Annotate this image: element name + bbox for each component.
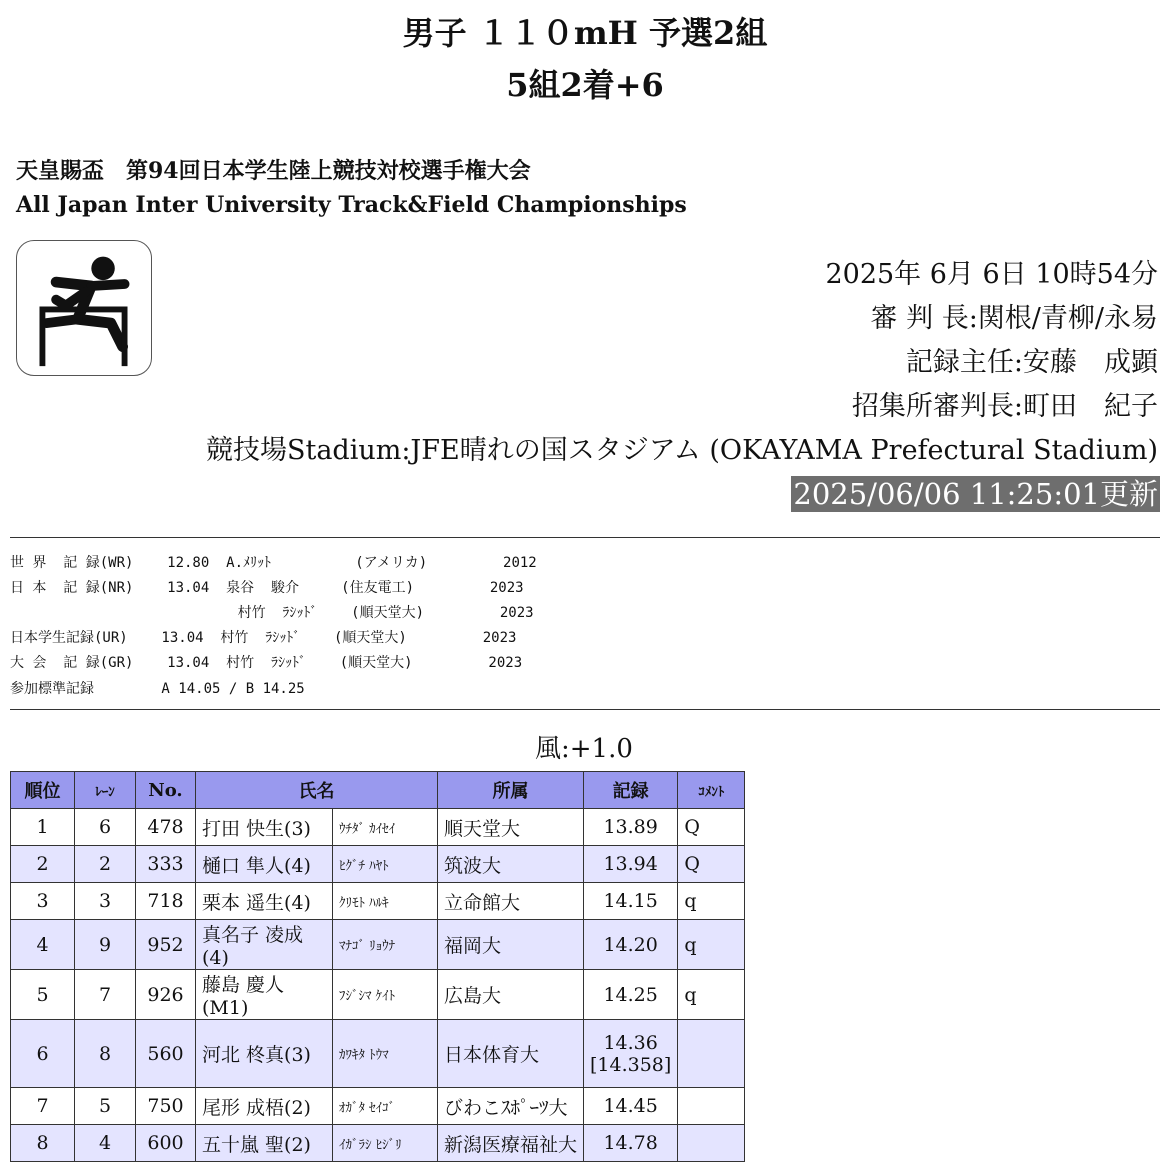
name-cell: 河北 柊真(3)	[196, 1020, 333, 1088]
call-room-referee: 招集所審判長:町田 紀子	[851, 391, 1158, 422]
bib-cell: 926	[136, 970, 196, 1020]
stadium-name: 競技場Stadium:JFE晴れの国スタジアム (OKAYAMA Prefectural Stadium)	[205, 435, 1158, 466]
bib-cell: 750	[136, 1088, 196, 1125]
record-cell: 14.20	[584, 920, 678, 970]
header-comment: ｺﾒﾝﾄ	[678, 772, 745, 809]
affiliation-cell: 順天堂大	[438, 809, 584, 846]
rank-cell: 4	[11, 920, 75, 970]
record-cell: 14.15	[584, 883, 678, 920]
affiliation-cell: 立命館大	[438, 883, 584, 920]
rank-cell: 6	[11, 1020, 75, 1088]
record-line-gr: 大 会 記 録(GR) 13.04 村竹 ﾗｼｯﾄﾞ (順天堂大) 2023	[10, 655, 523, 671]
table-header-row	[11, 772, 745, 809]
kana-cell: ｵｶﾞﾀ ｾｲｺﾞ	[333, 1088, 438, 1125]
chief-referee: 審 判 長:関根/青柳/永易	[870, 303, 1158, 334]
header-rank: 順位	[11, 772, 75, 809]
lane-cell: 2	[75, 846, 136, 883]
record-detail: [14.358]	[590, 1053, 672, 1076]
comment-cell: Q	[678, 809, 745, 846]
kana-cell: ｸﾘﾓﾄ ﾊﾙｷ	[333, 883, 438, 920]
kana-cell: ﾏﾅｺﾞ ﾘｮｳﾅ	[333, 920, 438, 970]
updated-timestamp: 2025/06/06 11:25:01更新	[793, 477, 1158, 511]
divider-bottom	[10, 709, 1160, 710]
name-cell: 真名子 凌成(4)	[196, 920, 333, 970]
name-cell: 藤島 慶人(M1)	[196, 970, 333, 1020]
comment-cell: q	[678, 970, 745, 1020]
affiliation-cell: びわこｽﾎﾟｰﾂ大	[438, 1088, 584, 1125]
name-cell: 五十嵐 聖(2)	[196, 1125, 333, 1162]
meet-name-ja: 天皇賜盃 第94回日本学生陸上競技対校選手権大会	[16, 158, 531, 184]
rank-cell: 7	[11, 1088, 75, 1125]
meet-name-en: All Japan Inter University Track&Field Championships	[16, 192, 687, 218]
comment-cell: Q	[678, 846, 745, 883]
kana-cell: ｳﾁﾀﾞ ｶｲｾｲ	[333, 809, 438, 846]
bib-cell: 333	[136, 846, 196, 883]
table-row	[11, 1020, 745, 1088]
record-line-wr: 世 界 記 録(WR) 12.80 A.ﾒﾘｯﾄ (アメリカ) 2012	[10, 555, 537, 571]
hurdles-pictogram-icon	[16, 240, 152, 376]
table-row	[11, 920, 745, 970]
results-table	[10, 771, 745, 1162]
page-subtitle: 5組2着+6	[506, 66, 664, 104]
lane-cell: 7	[75, 970, 136, 1020]
lane-cell: 4	[75, 1125, 136, 1162]
table-row	[11, 1088, 745, 1125]
record-cell: 14.25	[584, 970, 678, 1020]
header-record: 記録	[584, 772, 678, 809]
wind-reading: 風:+1.0	[535, 734, 633, 764]
record-cell: 13.94	[584, 846, 678, 883]
table-row	[11, 1125, 745, 1162]
table-row	[11, 809, 745, 846]
rank-cell: 1	[11, 809, 75, 846]
header-no: No.	[136, 772, 196, 809]
affiliation-cell: 新潟医療福祉大	[438, 1125, 584, 1162]
header-lane: ﾚｰﾝ	[75, 772, 136, 809]
chief-recorder: 記録主任:安藤 成顕	[905, 347, 1158, 378]
bib-cell: 478	[136, 809, 196, 846]
lane-cell: 5	[75, 1088, 136, 1125]
header-affiliation: 所属	[438, 772, 584, 809]
record-line-standard: 参加標準記録 A 14.05 / B 14.25	[10, 681, 305, 697]
kana-cell: ｲｶﾞﾗｼ ﾋｼﾞﾘ	[333, 1125, 438, 1162]
rank-cell: 5	[11, 970, 75, 1020]
bib-cell: 560	[136, 1020, 196, 1088]
record-line-ur: 日本学生記録(UR) 13.04 村竹 ﾗｼｯﾄﾞ (順天堂大) 2023	[10, 630, 517, 646]
page-title: 男子 １１０mH 予選2組	[402, 14, 768, 52]
comment-cell	[678, 1125, 745, 1162]
comment-cell: q	[678, 883, 745, 920]
record-cell: 14.78	[584, 1125, 678, 1162]
record-cell	[584, 1020, 678, 1088]
divider-top	[10, 537, 1160, 538]
name-cell: 打田 快生(3)	[196, 809, 333, 846]
bib-cell: 600	[136, 1125, 196, 1162]
name-cell: 栗本 遥生(4)	[196, 883, 333, 920]
name-cell: 尾形 成梧(2)	[196, 1088, 333, 1125]
affiliation-cell: 筑波大	[438, 846, 584, 883]
table-row	[11, 970, 745, 1020]
lane-cell: 8	[75, 1020, 136, 1088]
header-name: 氏名	[196, 772, 438, 809]
meet-datetime: 2025年 6月 6日 10時54分	[825, 259, 1158, 290]
affiliation-cell: 日本体育大	[438, 1020, 584, 1088]
lane-cell: 6	[75, 809, 136, 846]
bib-cell: 718	[136, 883, 196, 920]
kana-cell: ｶﾜｷﾀ ﾄｳﾏ	[333, 1020, 438, 1088]
comment-cell	[678, 1088, 745, 1125]
table-row	[11, 846, 745, 883]
record-cell: 13.89	[584, 809, 678, 846]
record-line-nr: 日 本 記 録(NR) 13.04 泉谷 駿介 (住友電工) 2023	[10, 580, 524, 596]
kana-cell: ﾋｸﾞﾁ ﾊﾔﾄ	[333, 846, 438, 883]
comment-cell	[678, 1020, 745, 1088]
rank-cell: 2	[11, 846, 75, 883]
bib-cell: 952	[136, 920, 196, 970]
affiliation-cell: 広島大	[438, 970, 584, 1020]
rank-cell: 3	[11, 883, 75, 920]
lane-cell: 3	[75, 883, 136, 920]
name-cell: 樋口 隼人(4)	[196, 846, 333, 883]
kana-cell: ﾌｼﾞｼﾏ ｹｲﾄ	[333, 970, 438, 1020]
table-row	[11, 883, 745, 920]
rank-cell: 8	[11, 1125, 75, 1162]
record-line-nr-2: 村竹 ﾗｼｯﾄﾞ (順天堂大) 2023	[10, 605, 534, 621]
record-value: 14.36	[603, 1031, 658, 1054]
record-cell: 14.45	[584, 1088, 678, 1125]
comment-cell: q	[678, 920, 745, 970]
lane-cell: 9	[75, 920, 136, 970]
affiliation-cell: 福岡大	[438, 920, 584, 970]
